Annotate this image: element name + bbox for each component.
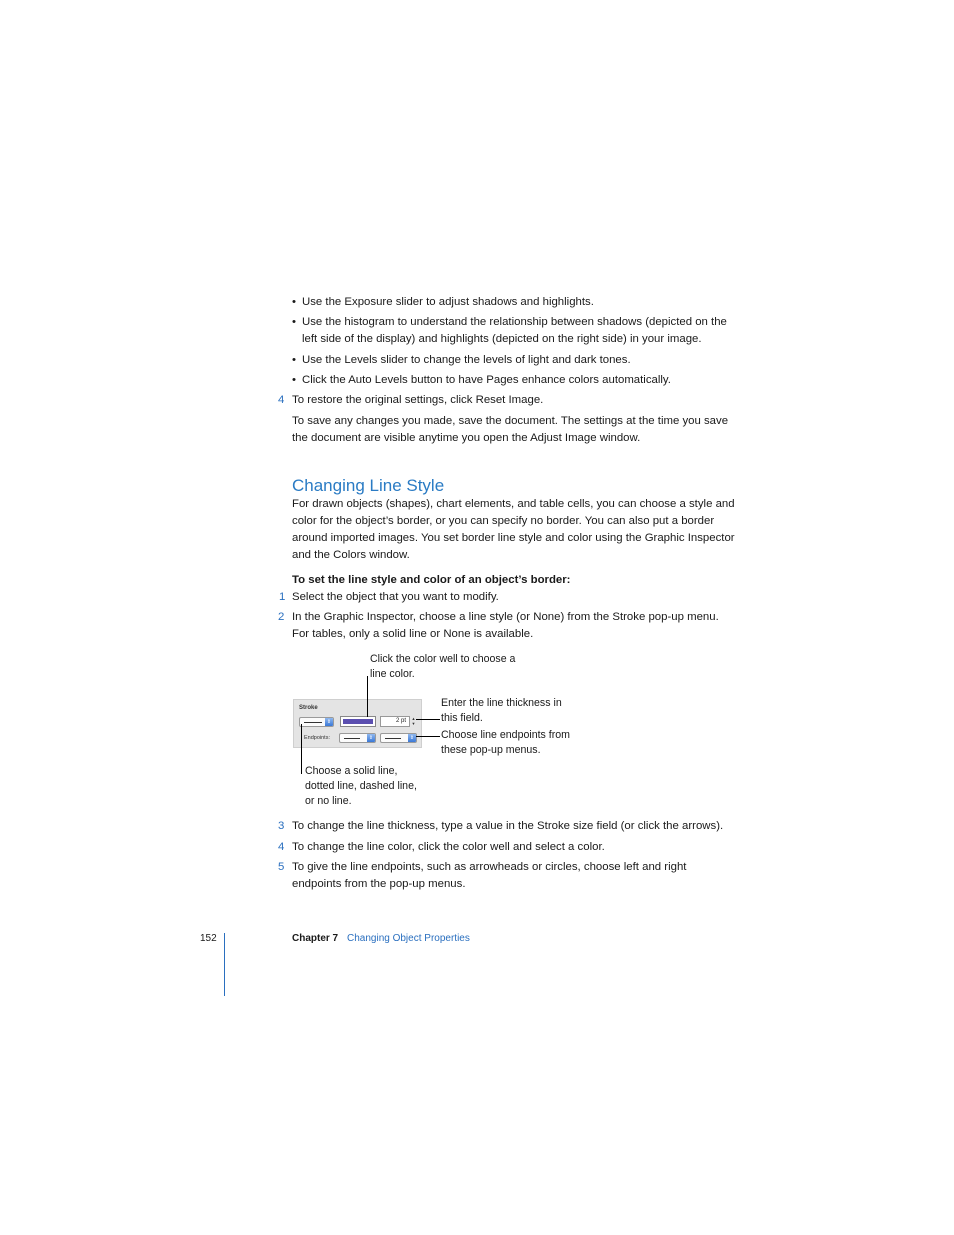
callout-line-style: Choose a solid line, dotted line, dashed line, or no line. (305, 765, 417, 807)
color-swatch (343, 719, 373, 724)
intro-paragraph: For drawn objects (shapes), chart elements, and table cells, you can choose a style and color for the object’s border, or you can specify no border. You can also put a border around imported images. You set border line style and color using the Graphic Inspector and the Colors window. (292, 498, 735, 561)
arrowhead-endpoint-icon (385, 738, 401, 739)
step-number: 1 (279, 591, 286, 603)
solid-line-icon (304, 722, 322, 723)
chapter-title: Changing Object Properties (347, 933, 470, 944)
bullet-marker: • (292, 374, 296, 386)
step-number: 5 (278, 861, 285, 873)
save-paragraph: To save any changes you made, save the document. The settings at the time you save the document are visible anytime you open the Adjust Image window. (292, 415, 729, 444)
step-text: To change the line color, click the color well and select a color. (292, 841, 605, 853)
step-number: 4 (278, 841, 285, 853)
endpoints-label: Endpoints: (304, 735, 330, 741)
leader-line (301, 724, 302, 774)
bullet-marker: • (292, 354, 296, 366)
color-well[interactable] (340, 716, 376, 727)
right-endpoint-popup[interactable] (380, 733, 417, 743)
page-number: 152 (200, 933, 217, 944)
footer-rule (224, 933, 225, 996)
step-text: To restore the original settings, click Reset Image. (292, 394, 544, 406)
bullet-text: Use the Exposure slider to adjust shadows and highlights. (302, 296, 594, 308)
callout-endpoints: Choose line endpoints from these pop-up menus. (441, 729, 570, 756)
step-text: To change the line thickness, type a value in the Stroke size field (or click the arrows). (292, 820, 724, 832)
callout-color-well: Click the color well to choose a line color. (370, 653, 516, 680)
step-text: Select the object that you want to modify. (292, 591, 499, 603)
step-number: 4 (278, 394, 285, 406)
step-number: 2 (278, 611, 285, 623)
popup-arrows-icon: ⇕ (368, 735, 374, 741)
step-text: To give the line endpoints, such as arrowheads or circles, choose left and right endpoints from the pop-up menus. (292, 861, 687, 890)
leader-line (367, 676, 368, 717)
chapter-label: Chapter 7 (292, 933, 339, 944)
popup-arrows-icon: ⇕ (409, 735, 415, 741)
step-number: 3 (278, 820, 285, 832)
bullet-text: Use the Levels slider to change the levels of light and dark tones. (302, 354, 631, 366)
section-heading: Changing Line Style (292, 476, 445, 495)
callout-thickness: Enter the line thickness in this field. (441, 697, 562, 724)
stroke-size-field[interactable]: 2 pt (380, 716, 410, 727)
stroke-label: Stroke (299, 705, 318, 711)
left-endpoint-popup[interactable] (339, 733, 376, 743)
bullet-text: Click the Auto Levels button to have Pages enhance colors automatically. (302, 374, 671, 386)
step-text: In the Graphic Inspector, choose a line style (or None) from the Stroke pop-up menu. For tables, only a solid line or None is available. (292, 611, 719, 640)
bullet-text: Use the histogram to understand the relationship between shadows (depicted on the left side of the display) and highlights (depicted on the right side) in your image. (302, 316, 727, 345)
stroke-size-stepper[interactable]: ▲ ▼ (411, 716, 416, 726)
leader-line (416, 719, 440, 720)
task-heading: To set the line style and color of an object’s border: (292, 574, 571, 586)
stroke-inspector-panel (293, 699, 422, 748)
bullet-marker: • (292, 296, 296, 308)
line-style-popup[interactable] (299, 717, 334, 727)
bullet-marker: • (292, 316, 296, 328)
circle-endpoint-icon (344, 738, 360, 739)
popup-arrows-icon: ⇕ (326, 719, 332, 725)
leader-line (416, 736, 440, 737)
